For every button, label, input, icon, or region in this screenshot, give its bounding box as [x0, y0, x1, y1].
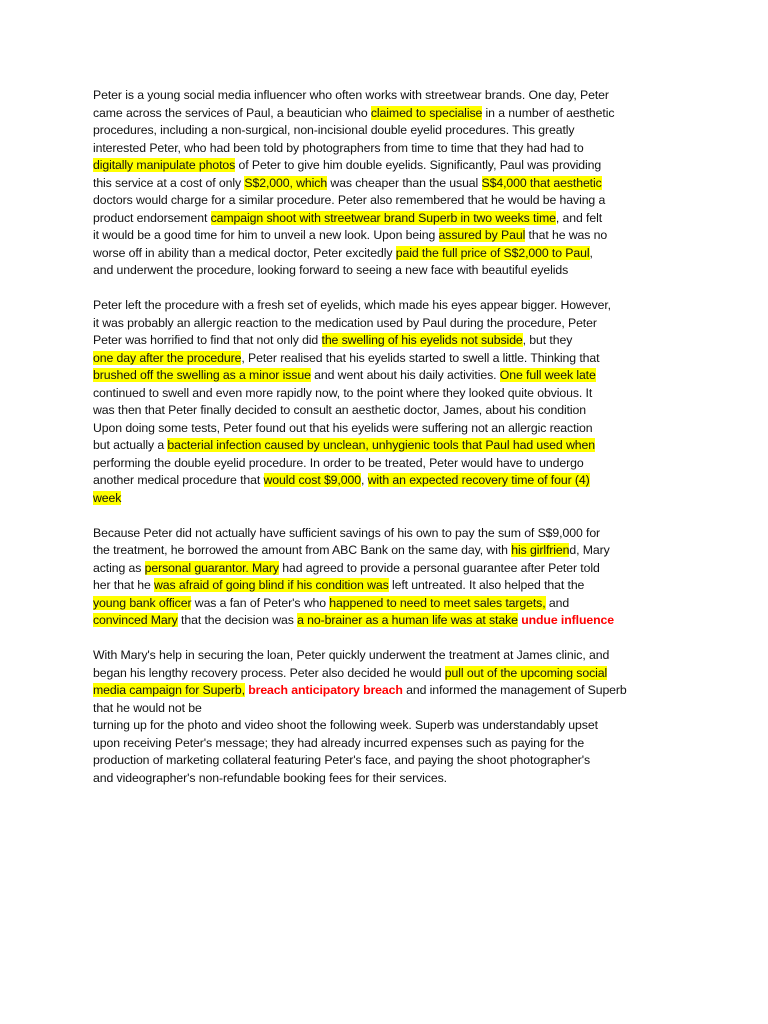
- annotation-note: breach anticipatory breach: [248, 683, 403, 697]
- highlighted-text: digitally manipulate photos: [93, 158, 236, 172]
- paragraph-2: [93, 297, 693, 507]
- text-run: that he would not be: [93, 700, 202, 715]
- text-line: [93, 542, 693, 560]
- text-run: , but they: [522, 333, 573, 347]
- text-run: ,: [360, 473, 368, 487]
- text-run: and: [545, 595, 570, 610]
- text-line: [93, 122, 693, 140]
- text-run: in a number of aesthetic: [482, 105, 615, 120]
- text-run: product endorsement: [93, 210, 211, 225]
- text-run: the treatment, he borrowed the amount from ABC Bank on the same day, with: [93, 543, 512, 557]
- text-run: left untreated. It also helped that the: [388, 578, 585, 592]
- paragraph-3: [93, 525, 693, 630]
- text-line: [93, 315, 693, 333]
- text-run: it would be a good time for him to unveil a new look. Upon being: [93, 228, 439, 242]
- text-line: [93, 770, 693, 788]
- highlighted-text: S$2,000, which: [244, 175, 328, 190]
- text-line: [93, 490, 693, 508]
- highlighted-text: S$4,000 that aesthetic: [481, 175, 602, 190]
- text-line: [93, 560, 693, 578]
- text-run: and videographer's non-refundable booking fees for their services.: [93, 770, 447, 785]
- text-run: , and felt: [555, 210, 603, 225]
- text-run: turning up for the photo and video shoot the following week. Superb was understandably upset: [93, 718, 598, 732]
- text-line: [93, 192, 693, 210]
- text-run: With Mary's help in securing the loan, Peter quickly underwent the treatment at James clinic, and: [93, 648, 610, 662]
- text-line: [93, 682, 693, 700]
- text-run: Peter left the procedure with a fresh set of eyelids, which made his eyes appear bigger. However,: [93, 298, 611, 312]
- highlighted-text: week: [93, 490, 122, 505]
- text-run: procedures, including a non-surgical, non-incisional double eyelid procedures. This greatly: [93, 123, 575, 137]
- text-run: it was probably an allergic reaction to the medication used by Paul during the procedure, Peter: [93, 315, 597, 330]
- text-run: d, Mary: [569, 543, 610, 557]
- text-line: [93, 420, 693, 438]
- text-run: worse off in ability than a medical doctor, Peter excitedly: [93, 245, 396, 260]
- highlighted-text: brushed off the swelling as a minor issue: [93, 368, 311, 382]
- highlighted-text: happened to need to meet sales targets,: [329, 595, 546, 610]
- highlighted-text: his girlfrien: [511, 543, 570, 557]
- text-line: [93, 700, 693, 718]
- highlighted-text: bacterial infection caused by unclean, unhygienic tools that Paul had used when: [167, 438, 595, 452]
- text-line: [93, 157, 693, 175]
- text-line: [93, 87, 693, 105]
- text-run: Peter is a young social media influencer who often works with streetwear brands. One day, Peter: [93, 88, 609, 102]
- text-run: was then that Peter finally decided to consult an aesthetic doctor, James, about his condition: [93, 403, 587, 417]
- text-line: [93, 367, 693, 385]
- text-run: and underwent the procedure, looking forward to seeing a new face with beautiful eyelids: [93, 263, 569, 277]
- text-line: [93, 210, 693, 228]
- text-run: ,: [589, 245, 593, 260]
- highlighted-text: claimed to specialise: [370, 105, 483, 120]
- text-run: production of marketing collateral featuring Peter's face, and paying the shoot photographer's: [93, 753, 591, 767]
- highlighted-text: one day after the procedure: [93, 350, 242, 365]
- text-line: [93, 752, 693, 770]
- text-line: [93, 577, 693, 595]
- highlighted-text: One full week late: [499, 368, 596, 382]
- text-run: , Peter realised that his eyelids started to swell a little. Thinking that: [241, 350, 600, 365]
- text-line: [93, 595, 693, 613]
- highlighted-text: a no-brainer as a human life was at stake: [297, 613, 518, 627]
- text-run: and went about his daily activities.: [310, 368, 500, 382]
- text-run: interested Peter, who had been told by photographers from time to time that they had had to: [93, 140, 584, 155]
- text-line: [93, 227, 693, 245]
- text-run: was cheaper than the usual: [327, 175, 482, 190]
- text-run: came across the services of Paul, a beautician who: [93, 105, 371, 120]
- text-line: [93, 332, 693, 350]
- highlighted-text: young bank officer: [93, 595, 192, 610]
- highlighted-text: media campaign for Superb,: [93, 683, 245, 697]
- highlighted-text: paid the full price of S$2,000 to Paul: [395, 245, 590, 260]
- text-line: [93, 105, 693, 123]
- text-line: [93, 262, 693, 280]
- text-run: doctors would charge for a similar procedure. Peter also remembered that he would be having a: [93, 193, 606, 207]
- text-line: [93, 525, 693, 543]
- document-body: [93, 87, 693, 805]
- text-line: [93, 245, 693, 263]
- text-line: [93, 647, 693, 665]
- text-line: [93, 735, 693, 753]
- text-line: [93, 472, 693, 490]
- text-run: her that he: [93, 578, 155, 592]
- text-run: that he was no: [525, 228, 608, 242]
- paragraph-1: [93, 87, 693, 280]
- highlighted-text: pull out of the upcoming social: [444, 665, 608, 680]
- text-line: [93, 297, 693, 315]
- text-run: Peter was horrified to find that not only did: [93, 333, 322, 347]
- text-run: this service at a cost of only: [93, 175, 245, 190]
- highlighted-text: with an expected recovery time of four (4): [367, 473, 590, 487]
- text-run: continued to swell and even more rapidly now, to the point where they looked quite obvious. It: [93, 385, 593, 400]
- text-line: [93, 717, 693, 735]
- text-run: began his lengthy recovery process. Peter also decided he would: [93, 665, 445, 680]
- text-line: [93, 350, 693, 368]
- paragraph-4: [93, 647, 693, 787]
- highlighted-text: would cost $9,000: [263, 473, 361, 487]
- highlighted-text: assured by Paul: [438, 228, 526, 242]
- text-line: [93, 665, 693, 683]
- text-run: Upon doing some tests, Peter found out that his eyelids were suffering not an allergic reaction: [93, 420, 593, 435]
- text-run: another medical procedure that: [93, 473, 264, 487]
- text-run: of Peter to give him double eyelids. Significantly, Paul was providing: [235, 158, 602, 172]
- text-run: had agreed to provide a personal guarantee after Peter told: [278, 560, 600, 575]
- text-line: [93, 175, 693, 193]
- text-run: Because Peter did not actually have sufficient savings of his own to pay the sum of S$9,000 for: [93, 525, 601, 540]
- text-run: that the decision was: [177, 613, 298, 627]
- text-line: [93, 402, 693, 420]
- text-run: upon receiving Peter's message; they had already incurred expenses such as paying for the: [93, 735, 585, 750]
- text-line: [93, 455, 693, 473]
- highlighted-text: campaign shoot with streetwear brand Superb in two weeks time: [210, 210, 556, 225]
- text-run: performing the double eyelid procedure. In order to be treated, Peter would have to undergo: [93, 455, 584, 470]
- highlighted-text: was afraid of going blind if his condition was: [154, 578, 389, 592]
- text-line: [93, 437, 693, 455]
- text-run: and informed the management of Superb: [402, 683, 627, 697]
- text-run: was a fan of Peter's who: [191, 595, 330, 610]
- text-run: but actually a: [93, 438, 168, 452]
- text-line: [93, 140, 693, 158]
- highlighted-text: convinced Mary: [93, 613, 178, 627]
- text-line: [93, 385, 693, 403]
- text-run: acting as: [93, 560, 145, 575]
- text-line: [93, 612, 693, 630]
- highlighted-text: personal guarantor. Mary: [144, 560, 279, 575]
- annotation-note: undue influence: [521, 613, 614, 627]
- highlighted-text: the swelling of his eyelids not subside: [321, 333, 523, 347]
